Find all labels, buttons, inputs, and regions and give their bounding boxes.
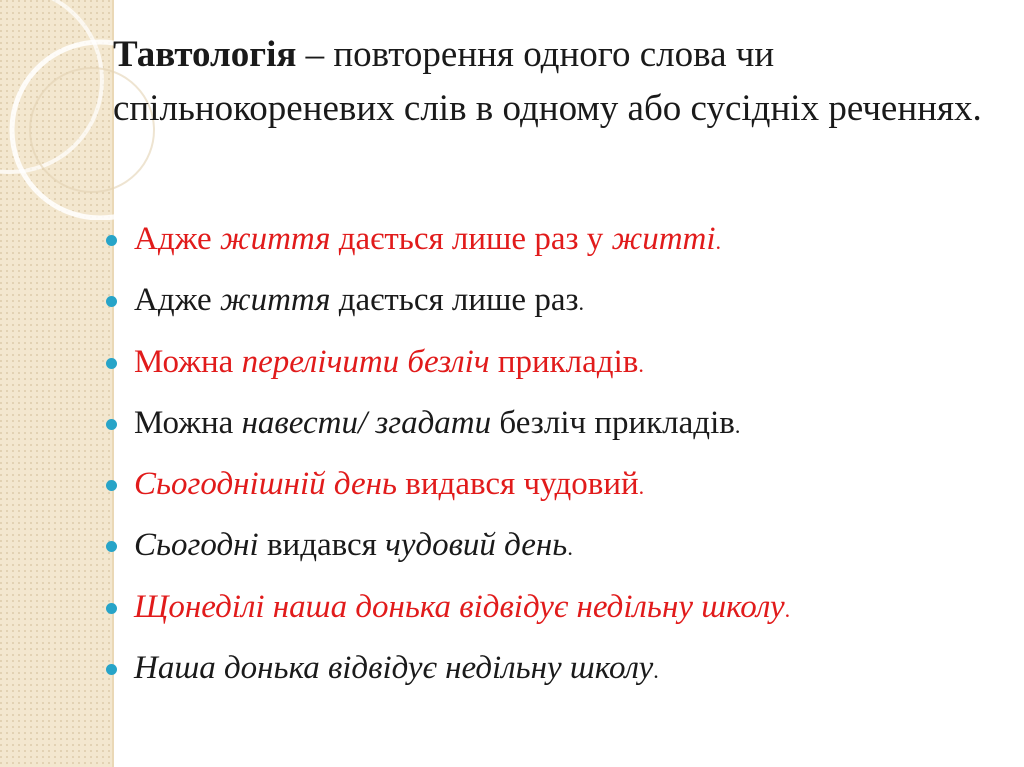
item-text: Адже <box>134 221 220 257</box>
item-text: безліч прикладів <box>491 404 735 441</box>
item-text: прикладів <box>489 343 639 380</box>
italic-text: Сьогоднішній день <box>134 466 398 503</box>
title-term: Тавтологія <box>113 34 297 75</box>
item-text: дається лише раз <box>330 282 579 319</box>
bullet-icon <box>106 480 117 491</box>
decorative-sidebar <box>0 0 112 767</box>
bullet-icon <box>106 296 117 307</box>
italic-text: чудовий день <box>385 527 568 564</box>
item-text: видався <box>258 527 386 564</box>
bullet-icon <box>106 235 117 246</box>
bullet-icon <box>106 358 117 369</box>
item-text: . <box>784 596 791 622</box>
item-text: . <box>653 658 659 684</box>
italic-text: життя <box>219 221 331 257</box>
italic-text: Наша донька відвідує недільну школу <box>134 650 654 687</box>
example-list <box>104 209 790 699</box>
item-text: дається лише раз у <box>330 221 612 257</box>
item-text: Можна <box>134 404 242 441</box>
list-item <box>104 515 790 576</box>
slide-title <box>113 28 993 136</box>
title-definition: – повторення одного слова чи спільнокореневих слів в одному або сусідніх реченнях. <box>113 34 982 129</box>
italic-text: житті <box>611 221 716 257</box>
item-text: Можна <box>134 343 242 380</box>
bullet-icon <box>106 541 117 552</box>
italic-text: Щонеділі наша донька відвідує недільну школу <box>134 588 785 625</box>
list-item <box>104 638 790 699</box>
item-text: . <box>578 290 585 316</box>
item-text: Адже <box>134 282 220 319</box>
list-item <box>104 332 790 393</box>
italic-text: навести/ згадати <box>241 404 492 441</box>
bullet-icon <box>106 603 117 614</box>
item-text: . <box>715 229 722 254</box>
italic-text: перелічити безліч <box>241 343 490 380</box>
list-item <box>104 209 790 270</box>
list-item <box>104 270 790 331</box>
bullet-icon <box>106 419 117 430</box>
italic-text: життя <box>219 282 331 319</box>
list-item <box>104 393 790 454</box>
bullet-icon <box>106 664 117 675</box>
item-text: . <box>638 351 644 377</box>
item-text: . <box>567 535 573 561</box>
item-text: . <box>638 474 645 500</box>
list-item <box>104 454 790 515</box>
italic-text: Сьогодні <box>134 527 259 564</box>
item-text: . <box>734 412 741 438</box>
list-item <box>104 577 790 638</box>
item-text: видався чудовий <box>397 466 639 503</box>
